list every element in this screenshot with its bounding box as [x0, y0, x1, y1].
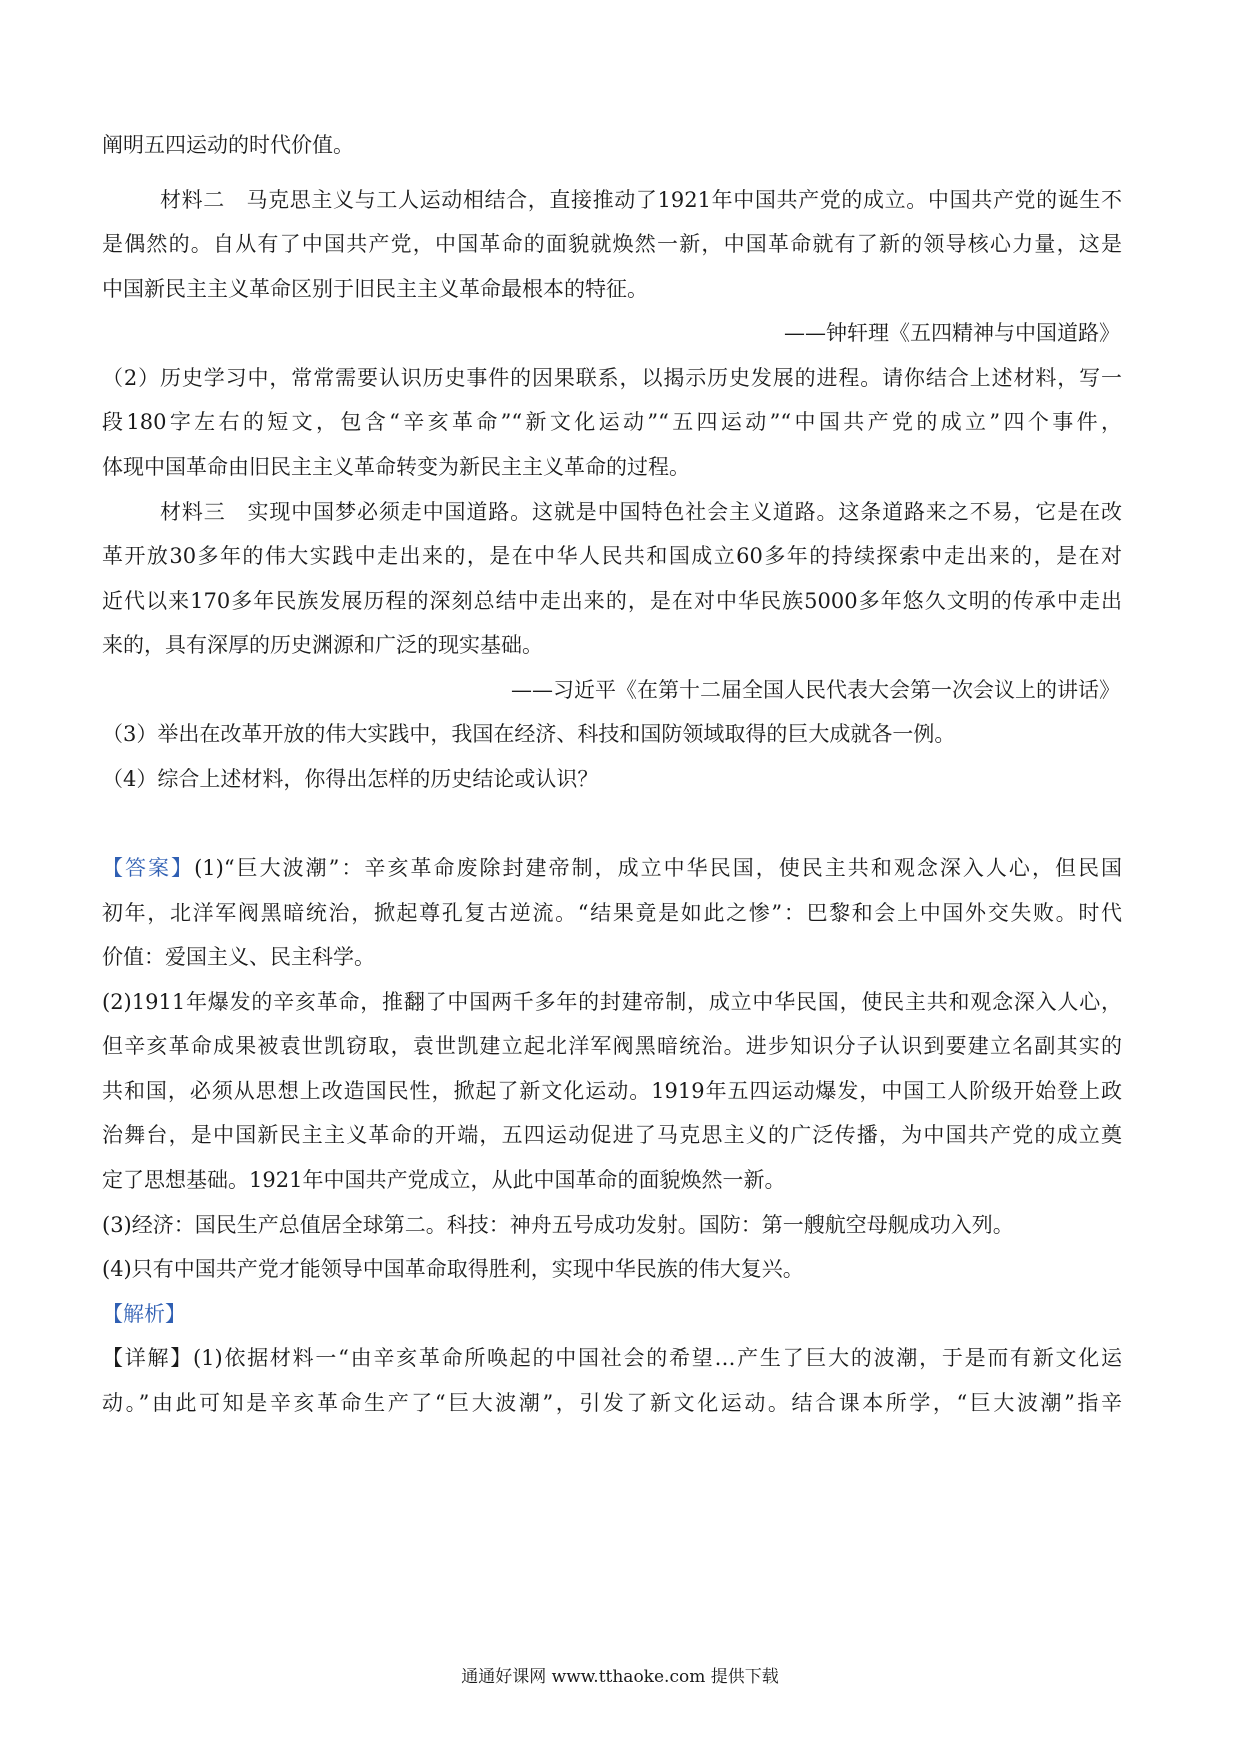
page-footer: 通通好课网 www.tthaoke.com 提供下载 — [461, 1667, 779, 1687]
detail-text: (1)依据材料一“由辛亥革命所唤起的中国社会的希望…产生了巨大的波潮，于是而有新文化运 — [192, 1346, 1123, 1370]
material-two-line: 中国新民主主义革命区别于旧民主主义革命最根本的特征。 — [102, 277, 648, 301]
material-two-line: 是偶然的。自从有了中国共产党，中国革命的面貌就焕然一新，中国革命就有了新的领导核心力量，这是 — [102, 232, 1122, 256]
source-citation: ——习近平《在第十二届全国人民代表大会第一次会议上的讲话》 — [511, 678, 1120, 702]
material-two-line: 材料二 马克思主义与工人运动相结合，直接推动了1921年中国共产党的成立。中国共产党的诞生不 — [160, 188, 1122, 212]
answer-line — [102, 853, 1122, 883]
answer-line: (4)只有中国共产党才能领导中国革命取得胜利，实现中华民族的伟大复兴。 — [102, 1257, 804, 1281]
detail-line — [102, 1343, 1122, 1373]
material-three-line: 革开放30多年的伟大实践中走出来的，是在中华人民共和国成立60多年的持续探索中走出来的，是在对 — [102, 544, 1122, 568]
answer-line: 初年，北洋军阀黑暗统治，掀起尊孔复古逆流。“结果竟是如此之惨”：巴黎和会上中国外交失败。时代 — [102, 901, 1122, 925]
detail-line: 动。”由此可知是辛亥革命生产了“巨大波潮”，引发了新文化运动。结合课本所学，“巨大波潮”指辛 — [102, 1391, 1122, 1415]
answer-line: 但辛亥革命成果被袁世凯窃取，袁世凯建立起北洋军阀黑暗统治。进步知识分子认识到要建立名副其实的 — [102, 1034, 1122, 1058]
material-three-line: 材料三 实现中国梦必须走中国道路。这就是中国特色社会主义道路。这条道路来之不易，它是在改 — [160, 500, 1122, 524]
question-two-line: 体现中国革命由旧民主主义革命转变为新民主主义革命的过程。 — [102, 455, 690, 479]
answer-tag: 【答案】 — [102, 856, 195, 880]
material-three-line: 来的，具有深厚的历史渊源和广泛的现实基础。 — [102, 633, 543, 657]
analysis-tag: 【解析】 — [102, 1302, 186, 1326]
answer-line: 共和国，必须从思想上改造国民性，掀起了新文化运动。1919年五四运动爆发，中国工人阶级开始登上政 — [102, 1079, 1122, 1103]
answer-text: (1)“巨大波潮”：辛亥革命废除封建帝制，成立中华民国，使民主共和观念深入人心，但民国 — [194, 856, 1123, 880]
question-two-line: 段180字左右的短文，包含“辛亥革命”“新文化运动”“五四运动”“中国共产党的成立”四个事件， — [102, 410, 1122, 434]
source-citation: ——钟轩理《五四精神与中国道路》 — [784, 321, 1120, 345]
answer-line: 治舞台，是中国新民主主义革命的开端，五四运动促进了马克思主义的广泛传播，为中国共产党的成立奠 — [102, 1123, 1122, 1147]
answer-line: (3)经济：国民生产总值居全球第二。科技：神舟五号成功发射。国防：第一艘航空母舰成功入列。 — [102, 1213, 1014, 1237]
material-three-line: 近代以来170多年民族发展历程的深刻总结中走出来的，是在对中华民族5000多年悠久文明的传承中走出 — [102, 589, 1122, 613]
question-three: （3）举出在改革开放的伟大实践中，我国在经济、科技和国防领域取得的巨大成就各一例。 — [102, 722, 956, 746]
answer-line: (2)1911年爆发的辛亥革命，推翻了中国两千多年的封建帝制，成立中华民国，使民主共和观念深入人心， — [102, 990, 1122, 1014]
text-line: 阐明五四运动的时代价值。 — [102, 133, 354, 157]
detail-tag: 【详解】 — [102, 1346, 193, 1370]
question-two-line: （2）历史学习中，常常需要认识历史事件的因果联系，以揭示历史发展的进程。请你结合上述材料，写一 — [102, 366, 1122, 390]
question-four: （4）综合上述材料，你得出怎样的历史结论或认识？ — [102, 767, 599, 791]
answer-line: 定了思想基础。1921年中国共产党成立，从此中国革命的面貌焕然一新。 — [102, 1168, 786, 1192]
answer-line: 价值：爱国主义、民主科学。 — [102, 945, 375, 969]
